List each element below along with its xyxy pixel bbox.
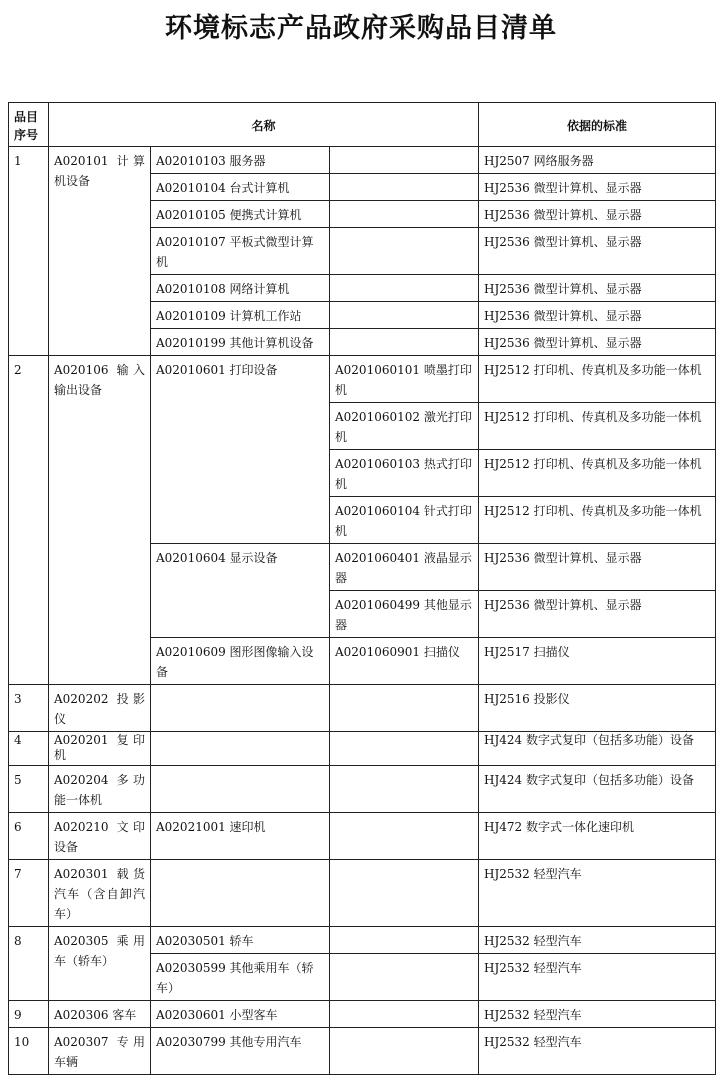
item-cell: A0201060901 扫描仪 [330, 638, 479, 685]
item-cell [330, 685, 479, 732]
standard-cell: HJ2536 微型计算机、显示器 [479, 174, 716, 201]
header-standard: 依据的标准 [479, 103, 716, 147]
category-cell: A020106 输入输出设备 [49, 356, 151, 685]
category-cell: A020305 乘用车（轿车） [49, 927, 151, 1001]
category-cell: A020201 复印机 [49, 732, 151, 766]
item-cell: A0201060103 热式打印机 [330, 450, 479, 497]
subcategory-cell [151, 685, 330, 732]
item-cell: A0201060104 针式打印机 [330, 497, 479, 544]
item-cell [330, 860, 479, 927]
subcategory-cell [151, 860, 330, 927]
table-row [9, 1028, 716, 1075]
subcategory-cell: A02030799 其他专用汽车 [151, 1028, 330, 1075]
item-cell [330, 201, 479, 228]
subcategory-cell: A02010109 计算机工作站 [151, 302, 330, 329]
item-cell [330, 302, 479, 329]
table-row [9, 147, 716, 174]
index-cell: 8 [9, 927, 49, 1001]
table-row [9, 732, 716, 766]
table-row [9, 766, 716, 813]
index-cell: 5 [9, 766, 49, 813]
item-cell: A0201060101 喷墨打印机 [330, 356, 479, 403]
subcategory-cell: A02030599 其他乘用车（轿车） [151, 954, 330, 1001]
index-cell: 3 [9, 685, 49, 732]
index-cell: 10 [9, 1028, 49, 1075]
standard-cell: HJ2512 打印机、传真机及多功能一体机 [479, 403, 716, 450]
subcategory-cell: A02010609 图形图像输入设备 [151, 638, 330, 685]
table-row [9, 927, 716, 954]
item-cell [330, 329, 479, 356]
item-cell [330, 275, 479, 302]
category-cell: A020101 计算机设备 [49, 147, 151, 356]
standard-cell: HJ2536 微型计算机、显示器 [479, 544, 716, 591]
subcategory-cell: A02010199 其他计算机设备 [151, 329, 330, 356]
subcategory-cell: A02010105 便携式计算机 [151, 201, 330, 228]
standard-cell: HJ2536 微型计算机、显示器 [479, 201, 716, 228]
subcategory-cell: A02010104 台式计算机 [151, 174, 330, 201]
standard-cell: HJ2536 微型计算机、显示器 [479, 591, 716, 638]
category-cell: A020306 客车 [49, 1001, 151, 1028]
item-cell [330, 1028, 479, 1075]
standard-cell: HJ2517 扫描仪 [479, 638, 716, 685]
standard-cell: HJ2532 轻型汽车 [479, 954, 716, 1001]
index-cell: 2 [9, 356, 49, 685]
item-cell [330, 1001, 479, 1028]
index-cell: 9 [9, 1001, 49, 1028]
table-row [9, 1001, 716, 1028]
subcategory-cell [151, 766, 330, 813]
standard-cell: HJ2536 微型计算机、显示器 [479, 302, 716, 329]
standard-cell: HJ2536 微型计算机、显示器 [479, 228, 716, 275]
category-cell: A020301 载货汽车（含自卸汽车） [49, 860, 151, 927]
standard-cell: HJ2507 网络服务器 [479, 147, 716, 174]
standard-cell: HJ2516 投影仪 [479, 685, 716, 732]
subcategory-cell: A02010601 打印设备 [151, 356, 330, 544]
item-cell [330, 766, 479, 813]
standard-cell: HJ472 数字式一体化速印机 [479, 813, 716, 860]
standard-cell: HJ2512 打印机、传真机及多功能一体机 [479, 356, 716, 403]
procurement-table [8, 102, 716, 1075]
item-cell [330, 732, 479, 766]
subcategory-cell: A02010108 网络计算机 [151, 275, 330, 302]
item-cell [330, 174, 479, 201]
standard-cell: HJ424 数字式复印（包括多功能）设备 [479, 732, 716, 766]
category-cell: A020307 专用车辆 [49, 1028, 151, 1075]
category-cell: A020204 多功能一体机 [49, 766, 151, 813]
index-cell: 6 [9, 813, 49, 860]
index-cell: 7 [9, 860, 49, 927]
page-title: 环境标志产品政府采购品目清单 [165, 13, 557, 44]
standard-cell: HJ2512 打印机、传真机及多功能一体机 [479, 450, 716, 497]
item-cell [330, 813, 479, 860]
category-cell: A020202 投影仪 [49, 685, 151, 732]
standard-cell: HJ2536 微型计算机、显示器 [479, 275, 716, 302]
index-cell: 1 [9, 147, 49, 356]
table-row [9, 685, 716, 732]
subcategory-cell [151, 732, 330, 766]
item-cell [330, 228, 479, 275]
item-cell [330, 927, 479, 954]
table-row [9, 860, 716, 927]
category-cell: A020210 文印设备 [49, 813, 151, 860]
subcategory-cell: A02030601 小型客车 [151, 1001, 330, 1028]
item-cell [330, 954, 479, 1001]
header-index: 品目序号 [9, 103, 49, 147]
standard-cell: HJ2532 轻型汽车 [479, 1028, 716, 1075]
standard-cell: HJ2532 轻型汽车 [479, 927, 716, 954]
standard-cell: HJ2536 微型计算机、显示器 [479, 329, 716, 356]
standard-cell: HJ2512 打印机、传真机及多功能一体机 [479, 497, 716, 544]
standard-cell: HJ2532 轻型汽车 [479, 1001, 716, 1028]
standard-cell: HJ2532 轻型汽车 [479, 860, 716, 927]
item-cell [330, 147, 479, 174]
subcategory-cell: A02010107 平板式微型计算机 [151, 228, 330, 275]
item-cell: A0201060401 液晶显示器 [330, 544, 479, 591]
subcategory-cell: A02010103 服务器 [151, 147, 330, 174]
index-cell: 4 [9, 732, 49, 766]
subcategory-cell: A02021001 速印机 [151, 813, 330, 860]
subcategory-cell: A02030501 轿车 [151, 927, 330, 954]
subcategory-cell: A02010604 显示设备 [151, 544, 330, 638]
item-cell: A0201060499 其他显示器 [330, 591, 479, 638]
table-row [9, 356, 716, 403]
item-cell: A0201060102 激光打印机 [330, 403, 479, 450]
table-header-row [9, 103, 716, 147]
table-row [9, 813, 716, 860]
standard-cell: HJ424 数字式复印（包括多功能）设备 [479, 766, 716, 813]
header-name: 名称 [49, 103, 479, 147]
